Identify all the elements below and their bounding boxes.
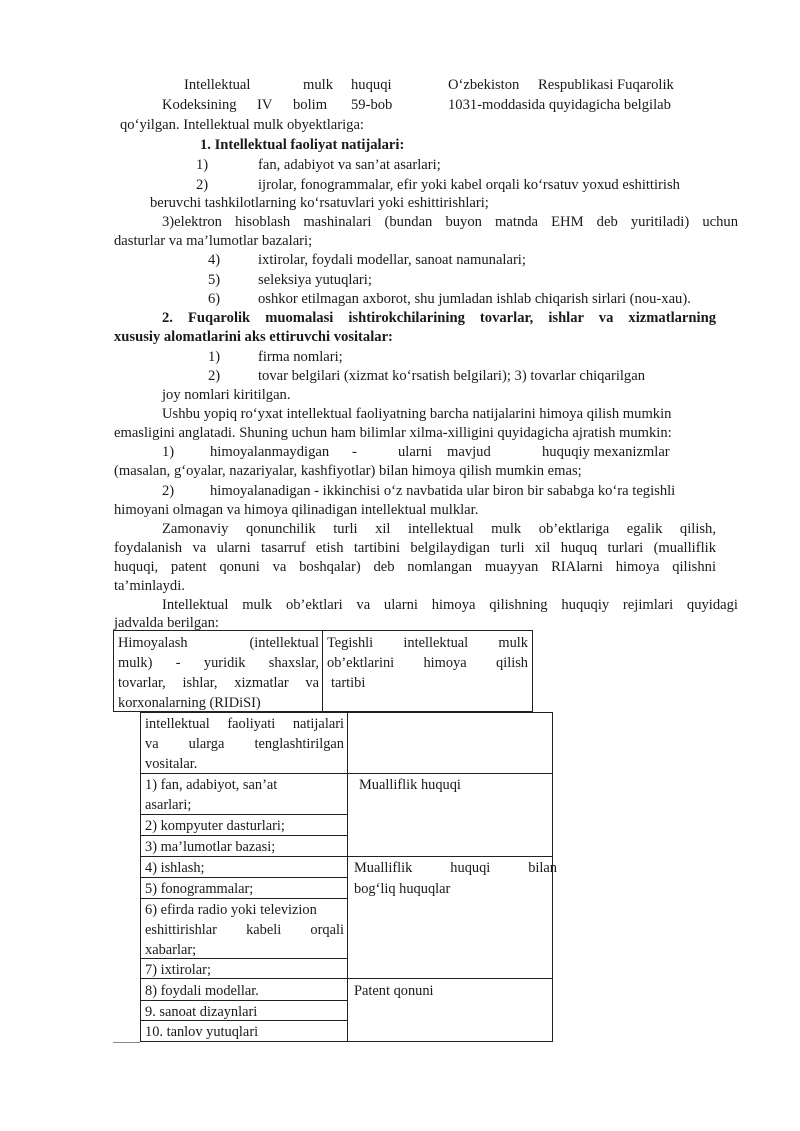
- table-cell-line: va ularga tenglashtirilgan: [145, 736, 344, 752]
- list-item: fan, adabiyot va san’at asarlari;: [258, 157, 441, 173]
- list-number: 2): [162, 483, 175, 499]
- table-header-right-line: Tegishli intellektual mulk: [327, 635, 528, 651]
- intro-word: O‘zbekiston: [448, 77, 520, 93]
- list-item-continuation: beruvchi tashkilotlarning ko‘rsatuvlari yoki eshittirishlari;: [150, 195, 489, 211]
- table-cell-row-5: 5) fonogrammalar;: [145, 881, 254, 897]
- table-cell-row-7: 7) ixtirolar;: [145, 962, 211, 978]
- table-cell-row-1: [141, 774, 347, 815]
- intro-word: 59-bob: [351, 97, 393, 113]
- paragraph-line: emasligini anglatadi. Shuning uchun ham bilimlar xilma-xilligini quyidagicha ajratish mumkin:: [114, 425, 672, 441]
- table-cell-row-10: 10. tanlov yutuqlari: [145, 1024, 259, 1040]
- list-number: 5): [208, 272, 221, 288]
- table-header-right-line: tartibi: [331, 675, 366, 691]
- list-item-word: ularni: [398, 444, 433, 460]
- table-cell-line: vositalar.: [145, 756, 198, 772]
- regime-line: Mualliflik huquqi bilan: [354, 860, 557, 876]
- table-cell-line: 1) fan, adabiyot, san’at: [145, 777, 278, 793]
- paragraph-line: foydalanish va ularni tasarruf etish tartibini belgilaydigan turli xil huquq turlari (mualliflik: [114, 540, 716, 556]
- table-body-divider: [347, 712, 348, 1042]
- list-item-continuation: himoyani olmagan va himoya qilinadigan intellektual mulklar.: [114, 502, 479, 518]
- list-number: 2): [208, 368, 221, 384]
- table-header-left: [114, 632, 322, 713]
- table-header-left-line: korxonalarning (RIDiSI): [118, 695, 261, 711]
- table-cell-line: 6) efirda radio yoki televizion: [145, 902, 317, 918]
- table-cell-row-2: 2) kompyuter dasturlari;: [145, 818, 285, 834]
- list-number: 2): [196, 177, 209, 193]
- table-cell-line: intellektual faoliyati natijalari: [145, 716, 344, 732]
- intro-line: qo‘yilgan. Intellektual mulk obyektlariga:: [120, 117, 364, 133]
- list-number: 6): [208, 291, 221, 307]
- regime-line: bog‘liq huquqlar: [354, 881, 451, 897]
- table-header-left-line: Himoyalash (intellektual: [118, 635, 319, 651]
- list-item: himoyalanadigan - ikkinchisi o‘z navbatida ular biron bir sababga ko‘ra tegishli: [210, 483, 676, 499]
- list-item: ijrolar, fonogrammalar, efir yoki kabel orqali ko‘rsatuv yoxud eshittirish: [258, 177, 680, 193]
- intro-word: Respublikasi Fuqarolik: [538, 77, 674, 93]
- intro-word: bolim: [293, 97, 328, 113]
- table-header-right: [323, 632, 531, 693]
- list-item: oshkor etilmagan axborot, shu jumladan ishlab chiqarish sirlari (nou-xau).: [258, 291, 691, 307]
- list-number: 1): [162, 444, 175, 460]
- table-header-right-line: ob’ektlarini himoya qilish: [327, 655, 528, 671]
- regime-copyright: Mualliflik huquqi: [359, 777, 461, 793]
- intro-word: Intellektual: [184, 77, 251, 93]
- list-number: 4): [208, 252, 221, 268]
- table-header-left-line: tovarlar, ishlar, xizmatlar va: [118, 675, 319, 691]
- table-cell-row-6: [141, 899, 347, 960]
- regime-patent: Patent qonuni: [354, 983, 434, 999]
- section-heading: 1. Intellektual faoliyat natijalari:: [200, 137, 405, 153]
- paragraph-line: Zamonaviy qonunchilik turli xil intellektual mulk ob’ektlariga egalik qilish,: [162, 521, 716, 537]
- section-heading: 2. Fuqarolik muomalasi ishtirokchilarining tovarlar, ishlar va xizmatlarning: [162, 310, 716, 326]
- list-item: ixtirolar, foydali modellar, sanoat namunalari;: [258, 252, 526, 268]
- intro-word: Kodeksining: [162, 97, 237, 113]
- list-item-continuation: dasturlar va ma’lumotlar bazalari;: [114, 233, 313, 249]
- table-cell-intro: [141, 713, 347, 774]
- list-item-continuation: joy nomlari kiritilgan.: [162, 387, 291, 403]
- paragraph-line: Intellektual mulk ob’ektlari va ularni himoya qilishning huquqiy rejimlari quyidagi: [162, 597, 738, 613]
- list-number: 1): [196, 157, 209, 173]
- table-cell-row-8: 8) foydali modellar.: [145, 983, 259, 999]
- table-cell-row-3: 3) ma’lumotlar bazasi;: [145, 839, 276, 855]
- table-cell-row-4: 4) ishlash;: [145, 860, 205, 876]
- list-item-word: himoyalanmaydigan: [210, 444, 330, 460]
- intro-word: IV: [257, 97, 273, 113]
- table-cell-line: asarlari;: [145, 797, 192, 813]
- table-cell-line: eshittirishlar kabeli orqali: [145, 922, 344, 938]
- section-heading-continuation: xususiy alomatlarini aks ettiruvchi vositalar:: [114, 329, 393, 345]
- list-item-word: huquqiy mexanizmlar: [542, 444, 670, 460]
- list-item-word: mavjud: [447, 444, 491, 460]
- intro-word: huquqi: [351, 77, 392, 93]
- regime-related-rights: [350, 857, 560, 900]
- list-item-word: -: [352, 444, 357, 460]
- table-cell-line: xabarlar;: [145, 942, 197, 958]
- list-item: 3)elektron hisoblash mashinalari (bundan buyon matnda EHM deb yuritiladi) uchun: [162, 214, 738, 230]
- table-bottom-stub: [113, 1042, 140, 1043]
- intro-word: 1031-moddasida quyidagicha belgilab: [448, 97, 671, 113]
- paragraph-line: ta’minlaydi.: [114, 578, 185, 594]
- paragraph-line: jadvalda berilgan:: [114, 615, 219, 631]
- list-item: firma nomlari;: [258, 349, 343, 365]
- intro-word: mulk: [303, 77, 333, 93]
- list-item-continuation: (masalan, g‘oyalar, nazariyalar, kashfiyotlar) bilan himoya qilish mumkin emas;: [114, 463, 582, 479]
- list-number: 1): [208, 349, 221, 365]
- paragraph-line: huquqi, patent qonuni va boshqalar) deb nomlangan muayyan RIAlarni himoya qilishni: [114, 559, 716, 575]
- list-item: seleksiya yutuqlari;: [258, 272, 372, 288]
- table-header-left-line: mulk) - yuridik shaxslar,: [118, 655, 319, 671]
- paragraph-line: Ushbu yopiq ro‘yxat intellektual faoliyatning barcha natijalarini himoya qilish mumkin: [162, 406, 672, 422]
- list-item: tovar belgilari (xizmat ko‘rsatish belgilari); 3) tovarlar chiqarilgan: [258, 368, 645, 384]
- table-cell-row-9: 9. sanoat dizaynlari: [145, 1004, 258, 1020]
